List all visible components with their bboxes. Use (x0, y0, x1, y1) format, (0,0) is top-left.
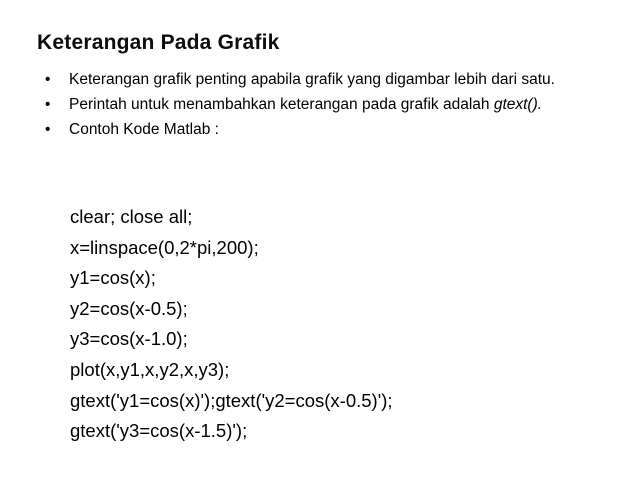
bullet-list (45, 70, 590, 140)
code-line: gtext('y1=cos(x)');gtext('y2=cos(x-0.5)'); (70, 389, 393, 411)
slide-title: Keterangan Pada Grafik (37, 31, 280, 54)
bullet-icon: • (45, 121, 51, 138)
bullet-text: Perintah untuk menambahkan keterangan pada grafik adalah (69, 96, 494, 113)
bullet-icon: • (45, 71, 51, 88)
code-line: x=linspace(0,2*pi,200); (70, 236, 259, 258)
code-line: gtext('y3=cos(x-1.5)'); (70, 420, 248, 442)
code-line: y1=cos(x); (70, 267, 156, 289)
code-line: clear; close all; (70, 206, 193, 227)
bullet-text: Contoh Kode Matlab : (69, 121, 219, 138)
function-name: gtext(). (493, 96, 543, 113)
code-line: plot(x,y1,x,y2,x,y3); (70, 358, 230, 380)
bullet-item (45, 120, 590, 140)
bullet-item (45, 95, 590, 115)
code-line: y2=cos(x-0.5); (70, 297, 188, 319)
bullet-text: Keterangan grafik penting apabila grafik yang digambar lebih dari satu. (69, 71, 555, 88)
code-line: y3=cos(x-1.0); (70, 328, 188, 350)
code-block (70, 202, 610, 447)
bullet-icon: • (45, 96, 51, 113)
bullet-item (45, 70, 590, 90)
